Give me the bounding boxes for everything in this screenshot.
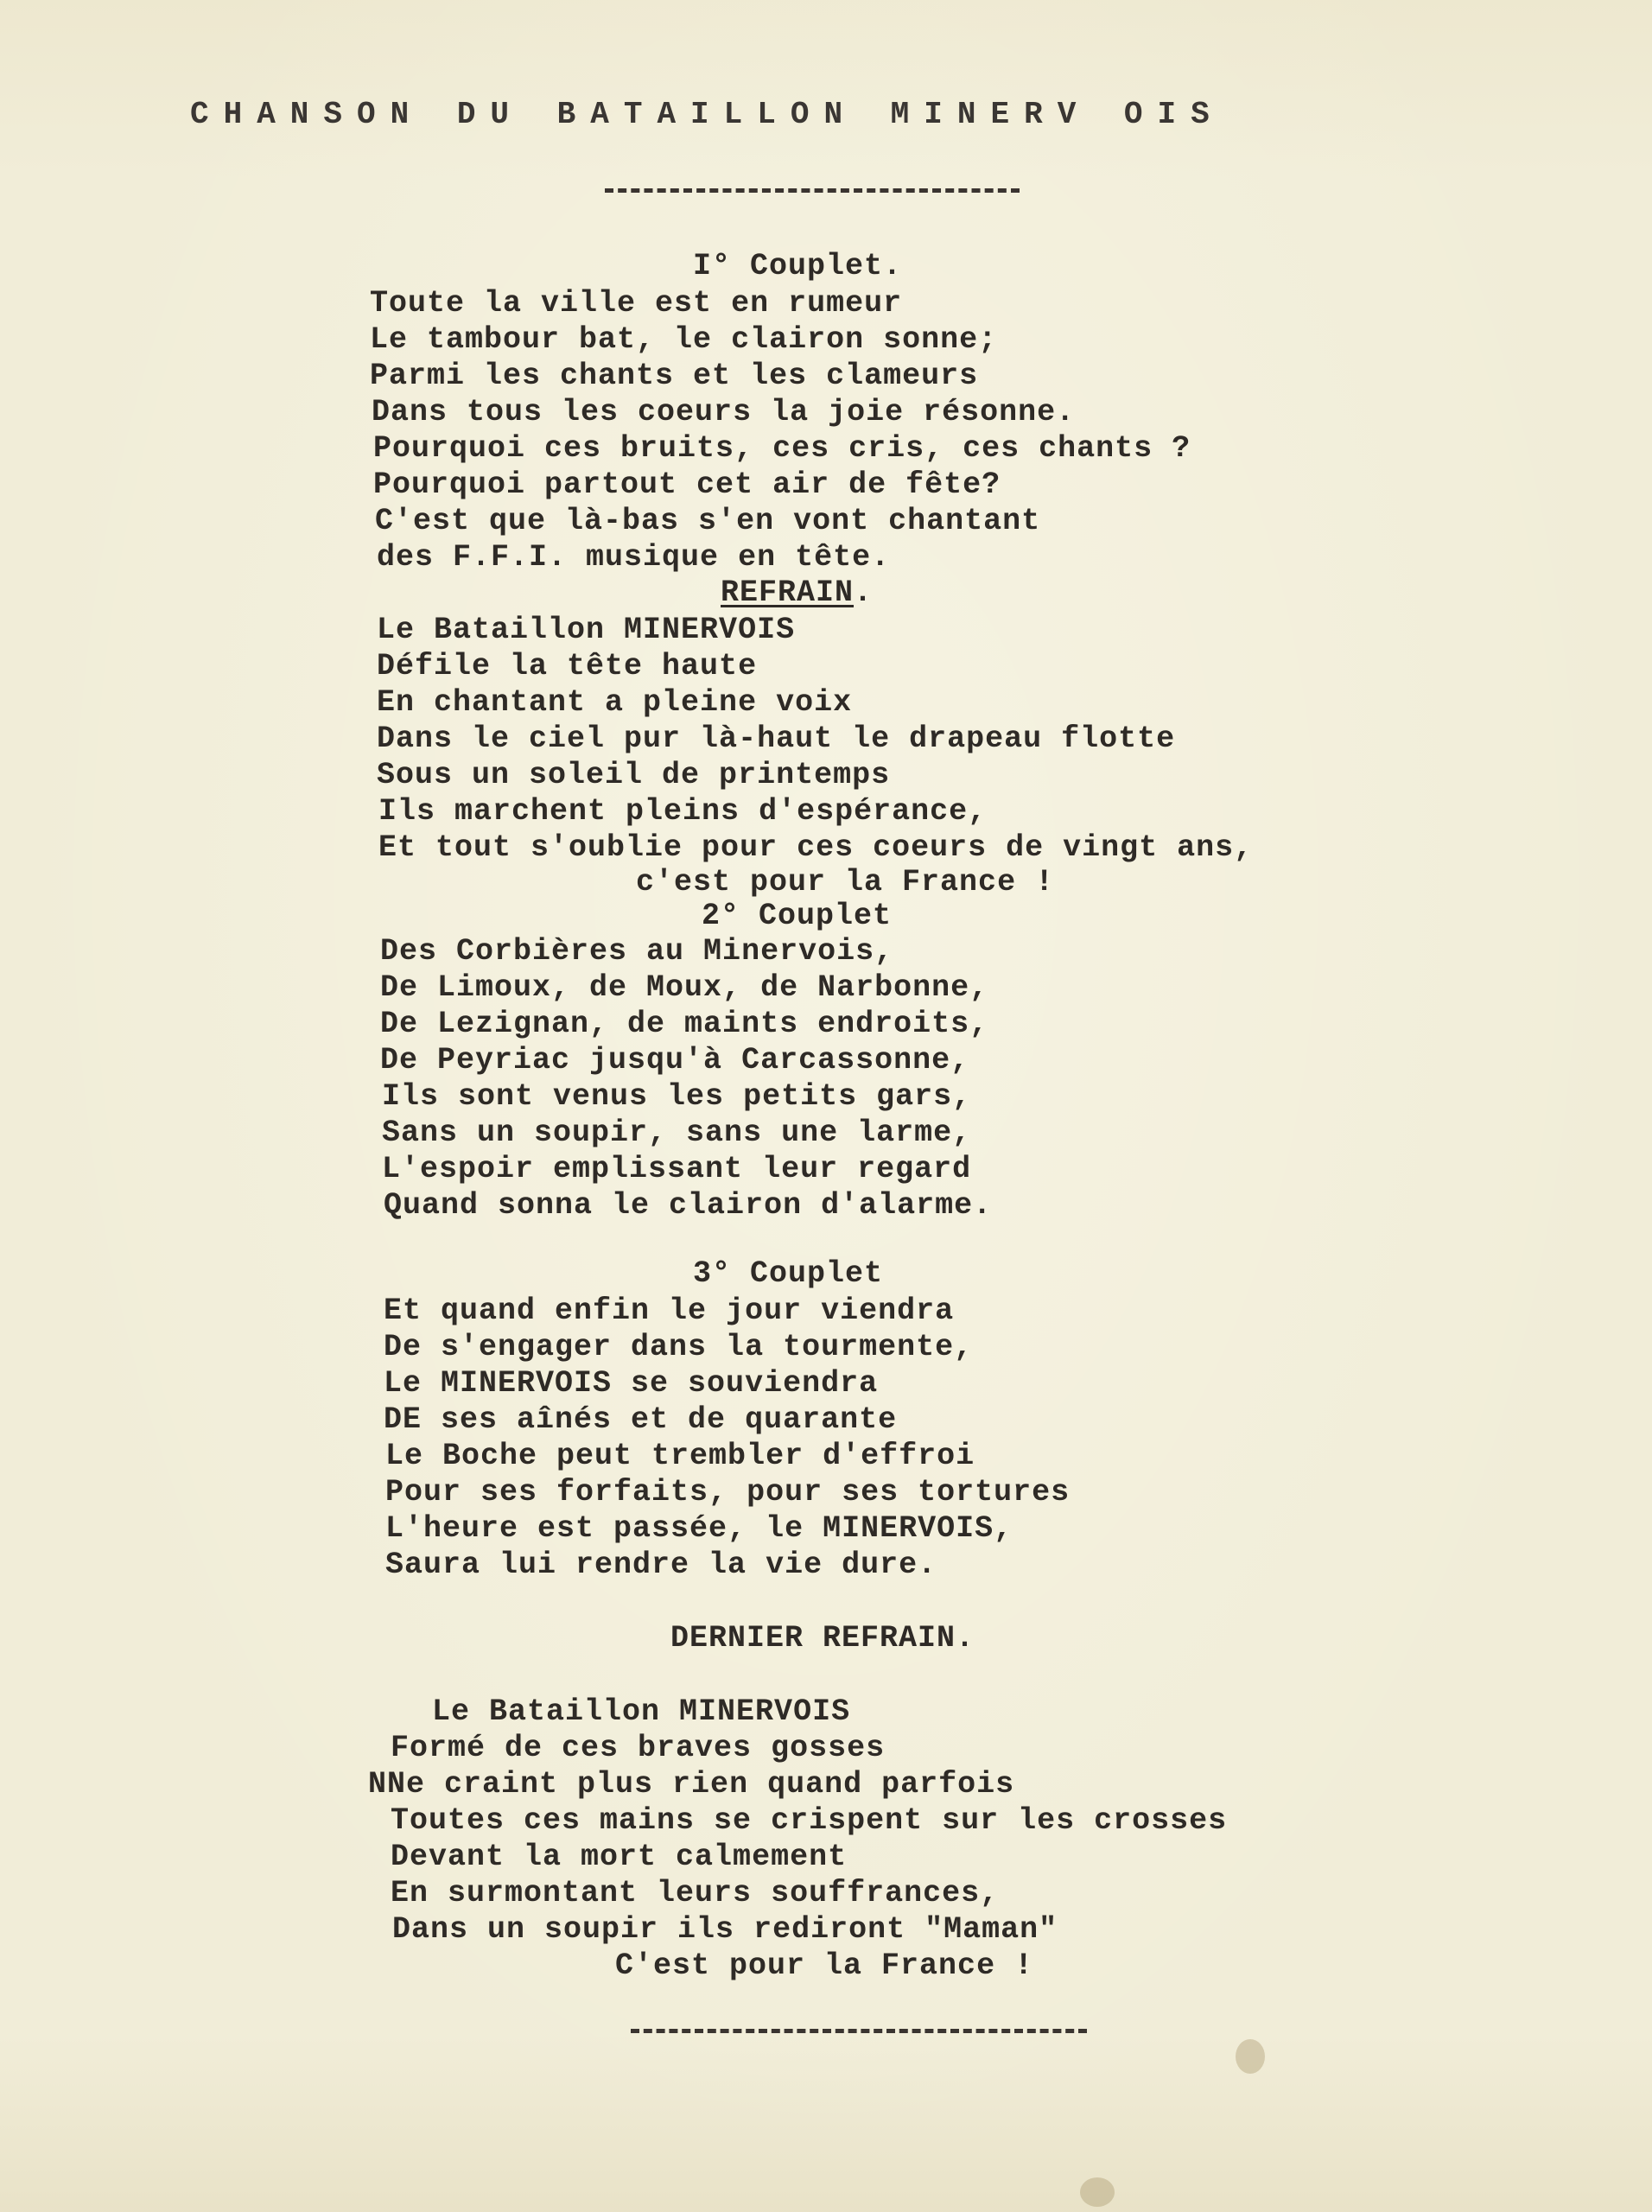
- final-refrain-line: Toutes ces mains se crispent sur les crosses: [391, 1803, 1228, 1838]
- couplet-3-line: Pour ses forfaits, pour ses tortures: [385, 1475, 1071, 1510]
- couplet-1-line: Dans tous les coeurs la joie résonne.: [372, 395, 1076, 429]
- couplet-1-line: Toute la ville est en rumeur: [370, 286, 903, 321]
- couplet-3-line: DE ses aînés et de quarante: [384, 1402, 898, 1437]
- couplet-2-line: Quand sonna le clairon d'alarme.: [384, 1188, 993, 1223]
- couplet-2-line: L'espoir emplissant leur regard: [382, 1152, 972, 1186]
- refrain-line: Le Bataillon MINERVOIS: [377, 613, 796, 647]
- couplet-3-heading: 3° Couplet: [693, 1256, 884, 1291]
- song-title: CHANSON DU BATAILLON MINERV OIS: [190, 97, 1224, 132]
- paper-stain: [1080, 2177, 1115, 2207]
- couplet-2-line: De Lezignan, de maints endroits,: [380, 1007, 989, 1041]
- refrain-closing: c'est pour la France !: [636, 865, 1055, 899]
- couplet-1-line: des F.F.I. musique en tête.: [377, 540, 891, 575]
- couplet-3-line: L'heure est passée, le MINERVOIS,: [385, 1511, 1013, 1546]
- final-refrain-line: Le Bataillon MINERVOIS: [432, 1694, 851, 1729]
- couplet-3-line: Le MINERVOIS se souviendra: [384, 1366, 879, 1401]
- couplet-2-heading: 2° Couplet: [702, 899, 893, 933]
- final-refrain-line: Dans un soupir ils rediront "Maman": [392, 1912, 1058, 1947]
- couplet-1-line: Le tambour bat, le clairon sonne;: [370, 322, 998, 357]
- refrain-line: Dans le ciel pur là-haut le drapeau flotte: [377, 721, 1176, 756]
- couplet-1-line: Pourquoi ces bruits, ces cris, ces chants ?: [373, 431, 1191, 466]
- refrain-line: Sous un soleil de printemps: [377, 758, 891, 792]
- final-refrain-line: En surmontant leurs souffrances,: [391, 1876, 1000, 1910]
- refrain-heading-text: REFRAIN: [721, 575, 855, 610]
- couplet-2-line: Sans un soupir, sans une larme,: [382, 1116, 972, 1150]
- refrain-heading: [721, 575, 873, 610]
- final-refrain-heading: DERNIER REFRAIN.: [670, 1621, 975, 1656]
- end-divider: [631, 2029, 1087, 2033]
- couplet-3-line: De s'engager dans la tourmente,: [384, 1330, 974, 1364]
- refrain-line: En chantant a pleine voix: [377, 685, 853, 720]
- final-refrain-closing: C'est pour la France !: [615, 1948, 1034, 1983]
- refrain-line: Défile la tête haute: [377, 649, 758, 683]
- couplet-2-line: De Peyriac jusqu'à Carcassonne,: [380, 1043, 970, 1077]
- couplet-3-line: Saura lui rendre la vie dure.: [385, 1548, 937, 1582]
- couplet-1-line: Pourquoi partout cet air de fête?: [373, 467, 1001, 502]
- couplet-1-heading: I° Couplet.: [693, 249, 903, 283]
- couplet-3-line: Et quand enfin le jour viendra: [384, 1294, 955, 1328]
- title-divider: [605, 188, 1020, 193]
- refrain-line: Et tout s'oublie pour ces coeurs de vingt ans,: [378, 830, 1254, 865]
- couplet-2-line: Ils sont venus les petits gars,: [382, 1079, 972, 1114]
- couplet-2-line: Des Corbières au Minervois,: [380, 934, 894, 969]
- final-refrain-line: Devant la mort calmement: [391, 1840, 848, 1874]
- couplet-2-line: De Limoux, de Moux, de Narbonne,: [380, 970, 989, 1005]
- couplet-1-line: C'est que là-bas s'en vont chantant: [375, 504, 1041, 538]
- paper-stain: [1236, 2039, 1265, 2074]
- refrain-line: Ils marchent pleins d'espérance,: [378, 794, 988, 829]
- couplet-3-line: Le Boche peut trembler d'effroi: [385, 1439, 975, 1473]
- final-refrain-line: Formé de ces braves gosses: [391, 1731, 886, 1765]
- refrain-heading-period: .: [854, 575, 874, 610]
- final-refrain-line: NNe craint plus rien quand parfois: [368, 1767, 1015, 1802]
- couplet-1-line: Parmi les chants et les clameurs: [370, 359, 979, 393]
